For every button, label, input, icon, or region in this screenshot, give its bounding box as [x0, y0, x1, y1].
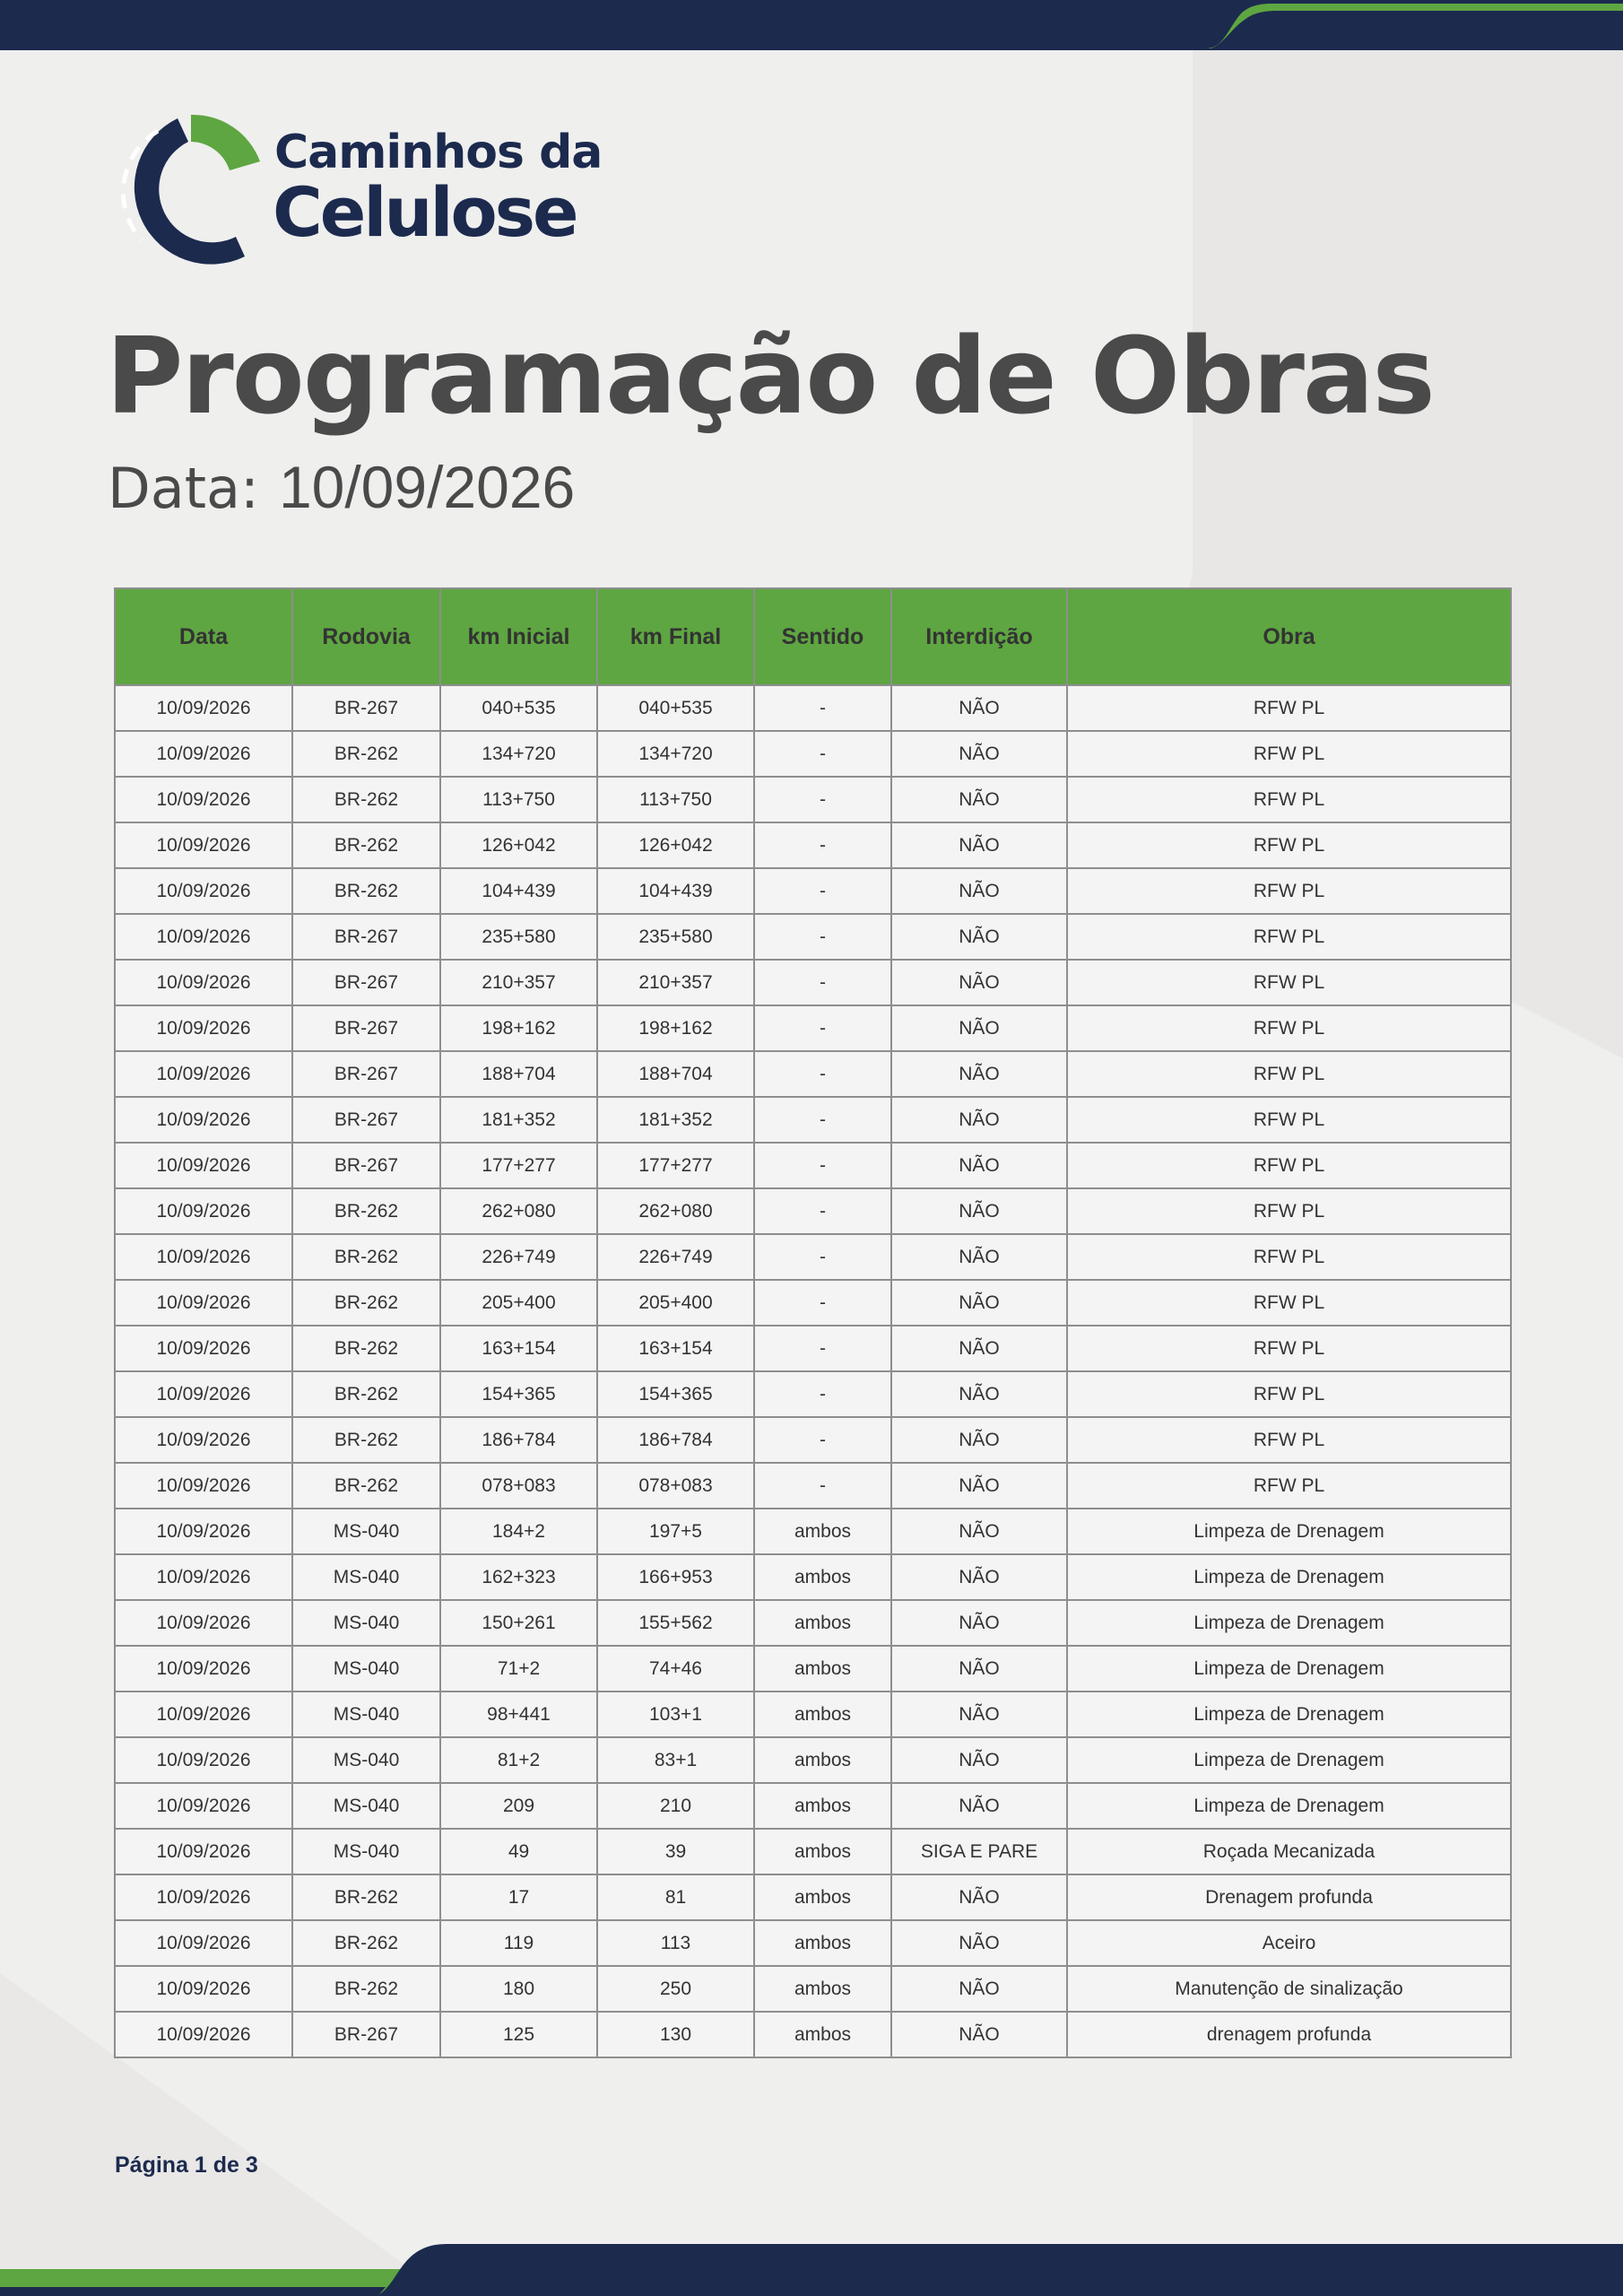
- cell-highway: MS-040: [292, 1509, 440, 1554]
- cell-km-start: 186+784: [440, 1417, 597, 1463]
- cell-closure: NÃO: [891, 685, 1067, 731]
- cell-km-end: 210+357: [597, 960, 754, 1005]
- column-header-km-end: km Final: [597, 588, 754, 685]
- cell-direction: -: [754, 1417, 891, 1463]
- cell-date: 10/09/2026: [115, 1920, 292, 1966]
- cell-highway: BR-262: [292, 1463, 440, 1509]
- cell-date: 10/09/2026: [115, 1188, 292, 1234]
- cell-work: RFW PL: [1067, 1326, 1511, 1371]
- cell-km-start: 49: [440, 1829, 597, 1874]
- cell-work: RFW PL: [1067, 685, 1511, 731]
- cell-highway: BR-262: [292, 1326, 440, 1371]
- cell-work: Aceiro: [1067, 1920, 1511, 1966]
- cell-closure: NÃO: [891, 1326, 1067, 1371]
- cell-closure: NÃO: [891, 1097, 1067, 1143]
- cell-work: RFW PL: [1067, 777, 1511, 822]
- cell-date: 10/09/2026: [115, 1051, 292, 1097]
- cell-highway: BR-262: [292, 868, 440, 914]
- cell-km-start: 134+720: [440, 731, 597, 777]
- cell-date: 10/09/2026: [115, 1646, 292, 1692]
- cell-km-start: 040+535: [440, 685, 597, 731]
- cell-km-end: 078+083: [597, 1463, 754, 1509]
- cell-direction: ambos: [754, 1509, 891, 1554]
- cell-km-start: 163+154: [440, 1326, 597, 1371]
- cell-direction: -: [754, 914, 891, 960]
- cell-highway: BR-262: [292, 1188, 440, 1234]
- cell-km-start: 177+277: [440, 1143, 597, 1188]
- cell-work: Limpeza de Drenagem: [1067, 1509, 1511, 1554]
- cell-km-start: 184+2: [440, 1509, 597, 1554]
- cell-closure: NÃO: [891, 1737, 1067, 1783]
- cell-closure: NÃO: [891, 1417, 1067, 1463]
- cell-date: 10/09/2026: [115, 1509, 292, 1554]
- cell-direction: ambos: [754, 1646, 891, 1692]
- table-row: [115, 1646, 1511, 1692]
- works-schedule-table: [114, 587, 1512, 2058]
- cell-direction: ambos: [754, 1783, 891, 1829]
- cell-highway: BR-262: [292, 822, 440, 868]
- cell-km-end: 154+365: [597, 1371, 754, 1417]
- cell-work: RFW PL: [1067, 1463, 1511, 1509]
- schedule-date: [108, 453, 575, 521]
- cell-work: RFW PL: [1067, 1234, 1511, 1280]
- cell-km-start: 235+580: [440, 914, 597, 960]
- cell-date: 10/09/2026: [115, 1234, 292, 1280]
- cell-highway: BR-262: [292, 1280, 440, 1326]
- cell-closure: SIGA E PARE: [891, 1829, 1067, 1874]
- page-title: Programação de Obras: [106, 314, 1434, 438]
- table-row: [115, 1554, 1511, 1600]
- cell-closure: NÃO: [891, 1600, 1067, 1646]
- table-row: [115, 1783, 1511, 1829]
- cell-km-end: 39: [597, 1829, 754, 1874]
- cell-work: RFW PL: [1067, 868, 1511, 914]
- cell-date: 10/09/2026: [115, 1097, 292, 1143]
- cell-km-start: 119: [440, 1920, 597, 1966]
- cell-direction: -: [754, 1280, 891, 1326]
- table-row: [115, 731, 1511, 777]
- cell-km-end: 197+5: [597, 1509, 754, 1554]
- date-label: Data:: [108, 456, 259, 521]
- cell-direction: ambos: [754, 2012, 891, 2057]
- cell-date: 10/09/2026: [115, 1280, 292, 1326]
- cell-date: 10/09/2026: [115, 1463, 292, 1509]
- column-header-highway: Rodovia: [292, 588, 440, 685]
- cell-work: RFW PL: [1067, 731, 1511, 777]
- brand-name-line2: Celulose: [273, 172, 577, 252]
- cell-highway: BR-262: [292, 1234, 440, 1280]
- cell-work: RFW PL: [1067, 960, 1511, 1005]
- cell-highway: BR-262: [292, 1874, 440, 1920]
- cell-km-end: 113+750: [597, 777, 754, 822]
- cell-work: Limpeza de Drenagem: [1067, 1646, 1511, 1692]
- cell-work: RFW PL: [1067, 1051, 1511, 1097]
- cell-closure: NÃO: [891, 1646, 1067, 1692]
- cell-work: Limpeza de Drenagem: [1067, 1737, 1511, 1783]
- cell-km-start: 162+323: [440, 1554, 597, 1600]
- cell-work: RFW PL: [1067, 914, 1511, 960]
- cell-direction: ambos: [754, 1737, 891, 1783]
- column-header-closure: Interdição: [891, 588, 1067, 685]
- cell-direction: -: [754, 1051, 891, 1097]
- cell-date: 10/09/2026: [115, 1829, 292, 1874]
- cell-date: 10/09/2026: [115, 1005, 292, 1051]
- cell-km-end: 188+704: [597, 1051, 754, 1097]
- cell-closure: NÃO: [891, 1509, 1067, 1554]
- cell-date: 10/09/2026: [115, 1600, 292, 1646]
- cell-km-start: 81+2: [440, 1737, 597, 1783]
- cell-km-end: 262+080: [597, 1188, 754, 1234]
- cell-work: RFW PL: [1067, 1371, 1511, 1417]
- cell-km-end: 177+277: [597, 1143, 754, 1188]
- cell-closure: NÃO: [891, 777, 1067, 822]
- cell-km-end: 81: [597, 1874, 754, 1920]
- cell-direction: -: [754, 731, 891, 777]
- cell-direction: ambos: [754, 1554, 891, 1600]
- cell-closure: NÃO: [891, 1920, 1067, 1966]
- cell-km-start: 180: [440, 1966, 597, 2012]
- cell-date: 10/09/2026: [115, 1326, 292, 1371]
- cell-date: 10/09/2026: [115, 685, 292, 731]
- cell-highway: BR-267: [292, 1097, 440, 1143]
- cell-date: 10/09/2026: [115, 1737, 292, 1783]
- cell-km-end: 186+784: [597, 1417, 754, 1463]
- cell-km-start: 078+083: [440, 1463, 597, 1509]
- cell-closure: NÃO: [891, 2012, 1067, 2057]
- cell-date: 10/09/2026: [115, 1417, 292, 1463]
- cell-work: Limpeza de Drenagem: [1067, 1554, 1511, 1600]
- cell-direction: -: [754, 1005, 891, 1051]
- table-row: [115, 1005, 1511, 1051]
- cell-closure: NÃO: [891, 1280, 1067, 1326]
- cell-closure: NÃO: [891, 1463, 1067, 1509]
- table-row: [115, 1371, 1511, 1417]
- column-header-date: Data: [115, 588, 292, 685]
- table-row: [115, 1051, 1511, 1097]
- cell-direction: -: [754, 1371, 891, 1417]
- cell-closure: NÃO: [891, 960, 1067, 1005]
- cell-work: Limpeza de Drenagem: [1067, 1783, 1511, 1829]
- column-header-km-start: km Inicial: [440, 588, 597, 685]
- cell-date: 10/09/2026: [115, 1874, 292, 1920]
- cell-closure: NÃO: [891, 1143, 1067, 1188]
- cell-date: 10/09/2026: [115, 777, 292, 822]
- date-value: 10/09/2026: [278, 454, 576, 520]
- cell-closure: NÃO: [891, 1554, 1067, 1600]
- cell-closure: NÃO: [891, 1692, 1067, 1737]
- cell-highway: BR-267: [292, 1143, 440, 1188]
- table-row: [115, 1326, 1511, 1371]
- cell-work: Limpeza de Drenagem: [1067, 1692, 1511, 1737]
- cell-highway: MS-040: [292, 1737, 440, 1783]
- cell-closure: NÃO: [891, 1234, 1067, 1280]
- table-row: [115, 960, 1511, 1005]
- cell-km-end: 040+535: [597, 685, 754, 731]
- cell-closure: NÃO: [891, 1874, 1067, 1920]
- cell-km-end: 130: [597, 2012, 754, 2057]
- cell-km-end: 113: [597, 1920, 754, 1966]
- cell-highway: MS-040: [292, 1783, 440, 1829]
- cell-closure: NÃO: [891, 914, 1067, 960]
- cell-date: 10/09/2026: [115, 960, 292, 1005]
- cell-work: RFW PL: [1067, 1005, 1511, 1051]
- cell-highway: BR-267: [292, 2012, 440, 2057]
- table-row: [115, 1280, 1511, 1326]
- table-row: [115, 777, 1511, 822]
- cell-highway: BR-267: [292, 960, 440, 1005]
- table-row: [115, 685, 1511, 731]
- cell-km-start: 71+2: [440, 1646, 597, 1692]
- cell-km-end: 155+562: [597, 1600, 754, 1646]
- cell-direction: ambos: [754, 1920, 891, 1966]
- cell-work: RFW PL: [1067, 1097, 1511, 1143]
- cell-closure: NÃO: [891, 1005, 1067, 1051]
- cell-highway: MS-040: [292, 1646, 440, 1692]
- cell-date: 10/09/2026: [115, 1143, 292, 1188]
- cell-highway: BR-262: [292, 777, 440, 822]
- table-row: [115, 1509, 1511, 1554]
- cell-km-end: 226+749: [597, 1234, 754, 1280]
- table-row: [115, 1920, 1511, 1966]
- table-row: [115, 914, 1511, 960]
- cell-closure: NÃO: [891, 1371, 1067, 1417]
- cell-direction: -: [754, 777, 891, 822]
- table-row: [115, 2012, 1511, 2057]
- cell-km-start: 150+261: [440, 1600, 597, 1646]
- cell-direction: -: [754, 822, 891, 868]
- table-body: [115, 685, 1511, 2057]
- table-row: [115, 1234, 1511, 1280]
- table-row: [115, 822, 1511, 868]
- cell-highway: BR-262: [292, 731, 440, 777]
- table-row: [115, 1417, 1511, 1463]
- footer-decor-bar: [0, 2242, 1623, 2296]
- table-row: [115, 1966, 1511, 2012]
- cell-closure: NÃO: [891, 1188, 1067, 1234]
- cell-direction: -: [754, 685, 891, 731]
- cell-work: Roçada Mecanizada: [1067, 1829, 1511, 1874]
- cell-direction: -: [754, 1234, 891, 1280]
- cell-km-end: 163+154: [597, 1326, 754, 1371]
- cell-closure: NÃO: [891, 822, 1067, 868]
- cell-date: 10/09/2026: [115, 1371, 292, 1417]
- cell-km-end: 235+580: [597, 914, 754, 960]
- cell-closure: NÃO: [891, 1783, 1067, 1829]
- cell-date: 10/09/2026: [115, 1783, 292, 1829]
- cell-km-end: 198+162: [597, 1005, 754, 1051]
- cell-direction: ambos: [754, 1829, 891, 1874]
- cell-closure: NÃO: [891, 731, 1067, 777]
- cell-work: RFW PL: [1067, 1417, 1511, 1463]
- cell-highway: BR-267: [292, 1005, 440, 1051]
- cell-direction: ambos: [754, 1966, 891, 2012]
- cell-date: 10/09/2026: [115, 1692, 292, 1737]
- cell-date: 10/09/2026: [115, 1966, 292, 2012]
- cell-km-end: 103+1: [597, 1692, 754, 1737]
- cell-km-start: 154+365: [440, 1371, 597, 1417]
- cell-direction: ambos: [754, 1874, 891, 1920]
- cell-km-end: 205+400: [597, 1280, 754, 1326]
- cell-direction: -: [754, 1188, 891, 1234]
- cell-highway: MS-040: [292, 1600, 440, 1646]
- cell-date: 10/09/2026: [115, 822, 292, 868]
- cell-highway: BR-267: [292, 914, 440, 960]
- header-decor-bar: [0, 0, 1623, 50]
- cell-direction: -: [754, 1143, 891, 1188]
- table-row: [115, 1188, 1511, 1234]
- table-row: [115, 1692, 1511, 1737]
- cell-km-start: 181+352: [440, 1097, 597, 1143]
- cell-highway: MS-040: [292, 1829, 440, 1874]
- table-row: [115, 1143, 1511, 1188]
- column-header-work: Obra: [1067, 588, 1511, 685]
- cell-km-start: 262+080: [440, 1188, 597, 1234]
- cell-km-start: 205+400: [440, 1280, 597, 1326]
- cell-km-end: 134+720: [597, 731, 754, 777]
- table-row: [115, 1737, 1511, 1783]
- cell-highway: BR-267: [292, 1051, 440, 1097]
- cell-date: 10/09/2026: [115, 868, 292, 914]
- cell-km-end: 250: [597, 1966, 754, 2012]
- cell-direction: -: [754, 1326, 891, 1371]
- cell-km-end: 181+352: [597, 1097, 754, 1143]
- cell-km-start: 198+162: [440, 1005, 597, 1051]
- cell-highway: MS-040: [292, 1692, 440, 1737]
- cell-km-end: 126+042: [597, 822, 754, 868]
- cell-highway: MS-040: [292, 1554, 440, 1600]
- cell-date: 10/09/2026: [115, 731, 292, 777]
- cell-direction: ambos: [754, 1600, 891, 1646]
- brand-logo: [106, 106, 603, 267]
- cell-km-start: 226+749: [440, 1234, 597, 1280]
- cell-km-start: 113+750: [440, 777, 597, 822]
- cell-km-end: 83+1: [597, 1737, 754, 1783]
- cell-direction: -: [754, 960, 891, 1005]
- cell-km-start: 125: [440, 2012, 597, 2057]
- cell-km-end: 74+46: [597, 1646, 754, 1692]
- cell-highway: BR-267: [292, 685, 440, 731]
- table-row: [115, 1600, 1511, 1646]
- cell-highway: BR-262: [292, 1371, 440, 1417]
- cell-work: RFW PL: [1067, 1143, 1511, 1188]
- cell-km-start: 17: [440, 1874, 597, 1920]
- table-row: [115, 1829, 1511, 1874]
- cell-km-start: 98+441: [440, 1692, 597, 1737]
- cell-direction: -: [754, 1463, 891, 1509]
- cell-date: 10/09/2026: [115, 2012, 292, 2057]
- cell-closure: NÃO: [891, 1051, 1067, 1097]
- page-number: Página 1 de 3: [115, 2152, 258, 2178]
- cell-km-start: 209: [440, 1783, 597, 1829]
- table-row: [115, 1097, 1511, 1143]
- cell-work: RFW PL: [1067, 1188, 1511, 1234]
- cell-date: 10/09/2026: [115, 1554, 292, 1600]
- table-row: [115, 868, 1511, 914]
- cell-highway: BR-262: [292, 1920, 440, 1966]
- cell-closure: NÃO: [891, 868, 1067, 914]
- column-header-direction: Sentido: [754, 588, 891, 685]
- cell-km-start: 210+357: [440, 960, 597, 1005]
- cell-highway: BR-262: [292, 1417, 440, 1463]
- cell-closure: NÃO: [891, 1966, 1067, 2012]
- cell-highway: BR-262: [292, 1966, 440, 2012]
- cell-work: Drenagem profunda: [1067, 1874, 1511, 1920]
- cell-km-end: 210: [597, 1783, 754, 1829]
- cell-work: RFW PL: [1067, 822, 1511, 868]
- cell-km-end: 104+439: [597, 868, 754, 914]
- cell-km-start: 104+439: [440, 868, 597, 914]
- cell-direction: -: [754, 1097, 891, 1143]
- cell-work: drenagem profunda: [1067, 2012, 1511, 2057]
- cell-direction: -: [754, 868, 891, 914]
- cell-direction: ambos: [754, 1692, 891, 1737]
- table-row: [115, 1463, 1511, 1509]
- cell-km-start: 188+704: [440, 1051, 597, 1097]
- road-logo-icon: [106, 106, 263, 265]
- brand-name-line1: Caminhos da: [274, 126, 603, 179]
- cell-date: 10/09/2026: [115, 914, 292, 960]
- table-header-row: [115, 588, 1511, 685]
- cell-work: Manutenção de sinalização: [1067, 1966, 1511, 2012]
- table-row: [115, 1874, 1511, 1920]
- cell-work: RFW PL: [1067, 1280, 1511, 1326]
- cell-work: Limpeza de Drenagem: [1067, 1600, 1511, 1646]
- cell-km-end: 166+953: [597, 1554, 754, 1600]
- cell-km-start: 126+042: [440, 822, 597, 868]
